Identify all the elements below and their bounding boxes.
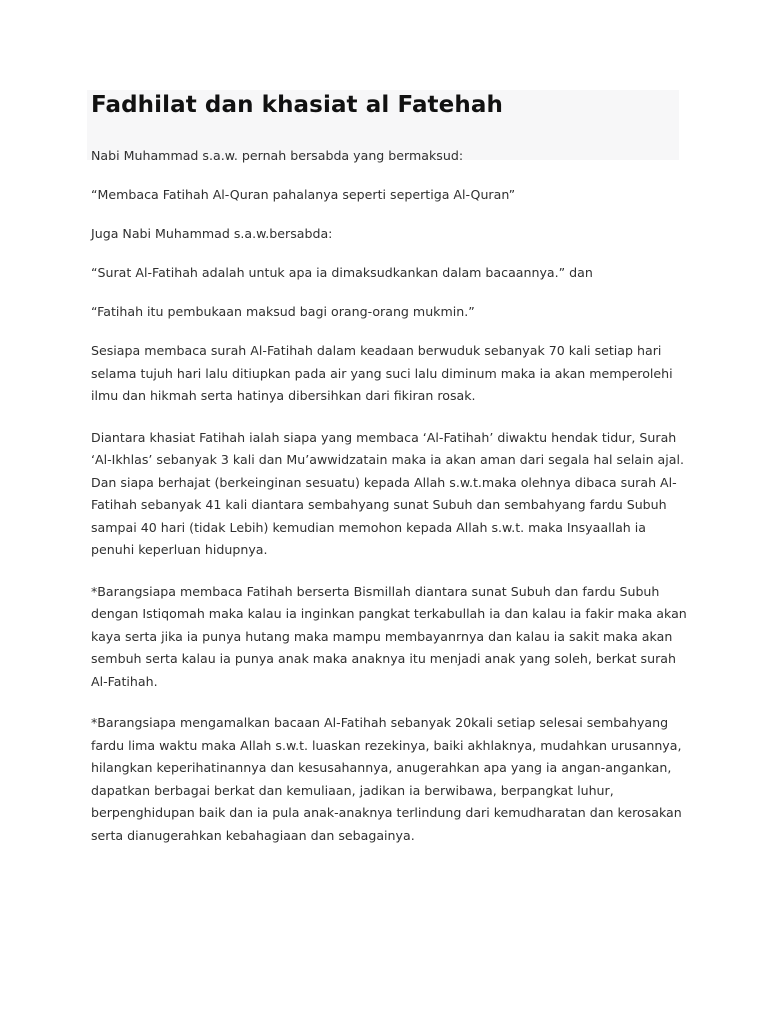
paragraph: *Barangsiapa mengamalkan bacaan Al-Fatihah sebanyak 20kali setiap selesai sembahyang fardu lima waktu maka Allah s.w.t. luaskan rezekinya, baiki akhlaknya, mudahkan urusannya, hilangkan keperihatinannya dan kesusahannya, anugerahkan apa yang ia angan-angankan, dapatkan berbagai berkat dan kemuliaan, jadikan ia berwibawa, berpangkat luhur, berpenghidupan baik dan ia pula anak-anaknya terlindung dari kemudharatan dan kerosakan serta dianugerahkan kebahagiaan dan sebagainya. (91, 715, 682, 843)
document-title: Fadhilat dan khasiat al Fatehah (91, 92, 503, 118)
paragraph: Diantara khasiat Fatihah ialah siapa yang membaca ‘Al-Fatihah’ diwaktu hendak tidur, Surah ‘Al-Ikhlas’ sebanyak 3 kali dan Mu’awwidzatain maka ia akan aman dari segala hal selain ajal. Dan siapa berhajat (berkeinginan sesuatu) kepada Allah s.w.t.maka olehnya dibaca surah Al-Fatihah sebanyak 41 kali diantara sembahyang sunat Subuh dan sembahyang fardu Subuh sampai 40 hari (tidak Lebih) kemudian memohon kepada Allah s.w.t. maka Insyaallah ia penuhi keperluan hidupnya. (91, 429, 684, 557)
quote-paragraph: “Surat Al-Fatihah adalah untuk apa ia dimaksudkankan dalam bacaannya.” dan (91, 265, 593, 280)
quote-paragraph: “Fatihah itu pembukaan maksud bagi orang-orang mukmin.” (91, 304, 475, 319)
document-body (91, 145, 691, 847)
paragraph: *Barangsiapa membaca Fatihah berserta Bismillah diantara sunat Subuh dan fardu Subuh dengan Istiqomah maka kalau ia inginkan pangkat terkabullah ia dan kalau ia fakir maka akan kaya serta jika ia punya hutang maka mampu membayanrnya dan kalau ia sakit maka akan sembuh serta kalau ia punya anak maka anaknya itu menjadi anak yang soleh, berkat surah Al-Fatihah. (91, 583, 687, 689)
quote-paragraph: “Membaca Fatihah Al-Quran pahalanya seperti sepertiga Al-Quran” (91, 187, 516, 202)
paragraph: Juga Nabi Muhammad s.a.w.bersabda: (91, 226, 333, 241)
paragraph: Sesiapa membaca surah Al-Fatihah dalam keadaan berwuduk sebanyak 70 kali setiap hari selama tujuh hari lalu ditiupkan pada air yang suci lalu diminum maka ia akan memperolehi ilmu dan hikmah serta hatinya dibersihkan dari fikiran rosak. (91, 343, 673, 403)
document-page (91, 90, 691, 866)
paragraph: Nabi Muhammad s.a.w. pernah bersabda yang bermaksud: (91, 148, 464, 163)
